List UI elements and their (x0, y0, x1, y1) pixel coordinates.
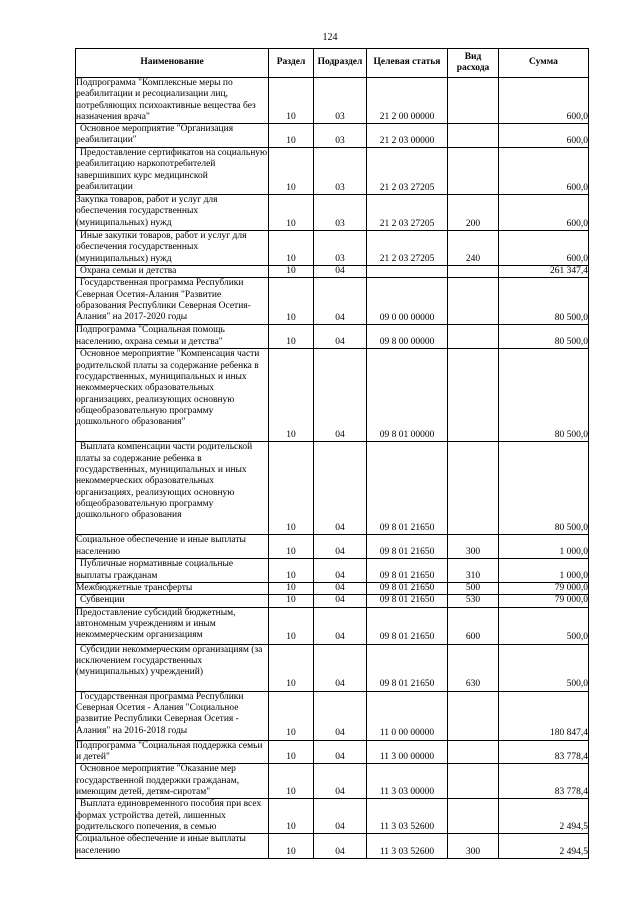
table-row (76, 595, 589, 607)
table-row (76, 764, 589, 799)
target-item-cell: 09 0 00 00000 (367, 278, 448, 325)
amount-cell: 500,0 (499, 607, 589, 644)
expense-type-cell (448, 78, 499, 124)
amount-cell: 2 494,5 (499, 834, 589, 859)
section-cell: 10 (269, 266, 314, 278)
amount-cell: 83 778,4 (499, 764, 589, 799)
target-item-cell: 09 8 01 21650 (367, 595, 448, 607)
amount-cell: 500,0 (499, 644, 589, 691)
table-row (76, 349, 589, 442)
expense-type-cell: 500 (448, 583, 499, 595)
table-row (76, 278, 589, 325)
amount-cell: 80 500,0 (499, 349, 589, 442)
table-row (76, 834, 589, 859)
target-item-cell: 11 3 00 00000 (367, 740, 448, 764)
target-item-cell: 11 3 03 52600 (367, 834, 448, 859)
expense-type-cell (448, 266, 499, 278)
name-cell: Иные закупки товаров, работ и услуг для обеспечения государственных (муниципальных) нужд (76, 231, 269, 266)
subsection-cell: 03 (314, 124, 367, 148)
name-cell: Подпрограмма "Социальная помощь населению, охрана семьи и детства" (76, 325, 269, 349)
budget-table (75, 48, 589, 859)
name-cell: Субсидии некоммерческим организациям (за исключением государственных (муниципальных) учреждений) (76, 644, 269, 691)
expense-type-cell: 300 (448, 535, 499, 559)
table-row (76, 607, 589, 644)
subsection-cell: 04 (314, 325, 367, 349)
subsection-cell: 04 (314, 583, 367, 595)
section-cell: 10 (269, 764, 314, 799)
target-item-cell: 21 2 03 27205 (367, 195, 448, 231)
amount-cell: 80 500,0 (499, 442, 589, 535)
expense-type-cell: 530 (448, 595, 499, 607)
amount-cell: 83 778,4 (499, 740, 589, 764)
name-cell: Основное мероприятие "Компенсация части родительской платы за содержание ребенка в государственных, муниципальных и иных некоммерческих образовательных организациях, реализующих основную общеобразовательную программу дошкольного образования" (76, 349, 269, 442)
name-cell: Социальное обеспечение и иные выплаты населению (76, 834, 269, 859)
section-cell: 10 (269, 325, 314, 349)
table-row (76, 124, 589, 148)
expense-type-cell (448, 124, 499, 148)
name-cell: Основное мероприятие "Организация реабилитации" (76, 124, 269, 148)
subsection-cell: 03 (314, 148, 367, 195)
name-cell: Выплата компенсации части родительской платы за содержание ребенка в государственных, муниципальных и иных некоммерческих образовательных организациях, реализующих основную общеобразовательную программу дошкольного образования (76, 442, 269, 535)
table-row (76, 583, 589, 595)
section-cell: 10 (269, 607, 314, 644)
expense-type-cell (448, 799, 499, 834)
expense-type-cell (448, 442, 499, 535)
name-cell: Государственная программа Республики Северная Осетия-Алания "Развитие образования Республики Северная Осетия- Алания" на 2017-2020 годы (76, 278, 269, 325)
subsection-cell: 04 (314, 559, 367, 583)
target-item-cell: 21 2 03 27205 (367, 148, 448, 195)
subsection-cell: 04 (314, 691, 367, 740)
expense-type-cell: 200 (448, 195, 499, 231)
section-cell: 10 (269, 278, 314, 325)
amount-cell: 79 000,0 (499, 583, 589, 595)
subsection-cell: 03 (314, 78, 367, 124)
table-row (76, 799, 589, 834)
table-row (76, 325, 589, 349)
name-cell: Выплата единовременного пособия при всех формах устройства детей, лишенных родительского попечения, в семью (76, 799, 269, 834)
amount-cell: 1 000,0 (499, 559, 589, 583)
expense-type-cell: 310 (448, 559, 499, 583)
subsection-cell: 04 (314, 349, 367, 442)
table-header (76, 49, 589, 78)
name-cell: Подпрограмма "Комплексные меры по реабилитации и ресоциализации лиц, потребляющих психоактивные вещества без назначения врача" (76, 78, 269, 124)
expense-type-cell: 300 (448, 834, 499, 859)
expense-type-cell: 240 (448, 231, 499, 266)
header-target-item: Целевая статья (367, 49, 448, 78)
target-item-cell: 09 8 01 21650 (367, 442, 448, 535)
target-item-cell: 09 8 01 21650 (367, 583, 448, 595)
expense-type-cell (448, 325, 499, 349)
target-item-cell (367, 266, 448, 278)
target-item-cell: 09 8 01 00000 (367, 349, 448, 442)
expense-type-cell (448, 349, 499, 442)
table-row (76, 195, 589, 231)
name-cell: Закупка товаров, работ и услуг для обеспечения государственных (муниципальных) нужд (76, 195, 269, 231)
table-header-row (76, 49, 589, 78)
target-item-cell: 11 3 03 00000 (367, 764, 448, 799)
header-section: Раздел (269, 49, 314, 78)
name-cell: Субвенции (76, 595, 269, 607)
section-cell: 10 (269, 644, 314, 691)
expense-type-cell (448, 278, 499, 325)
table-row (76, 266, 589, 278)
table-body (76, 78, 589, 859)
subsection-cell: 04 (314, 535, 367, 559)
amount-cell: 79 000,0 (499, 595, 589, 607)
target-item-cell: 21 2 03 00000 (367, 124, 448, 148)
section-cell: 10 (269, 231, 314, 266)
amount-cell: 600,0 (499, 78, 589, 124)
name-cell: Охрана семьи и детства (76, 266, 269, 278)
header-expense-type: Вид расхода (448, 49, 499, 78)
subsection-cell: 04 (314, 799, 367, 834)
subsection-cell: 04 (314, 595, 367, 607)
subsection-cell: 04 (314, 278, 367, 325)
section-cell: 10 (269, 195, 314, 231)
subsection-cell: 03 (314, 195, 367, 231)
section-cell: 10 (269, 535, 314, 559)
expense-type-cell (448, 691, 499, 740)
table-row (76, 559, 589, 583)
name-cell: Публичные нормативные социальные выплаты гражданам (76, 559, 269, 583)
amount-cell: 80 500,0 (499, 325, 589, 349)
target-item-cell: 21 2 00 00000 (367, 78, 448, 124)
amount-cell: 2 494,5 (499, 799, 589, 834)
section-cell: 10 (269, 691, 314, 740)
target-item-cell: 09 8 01 21650 (367, 559, 448, 583)
table-row (76, 535, 589, 559)
amount-cell: 600,0 (499, 231, 589, 266)
table-row (76, 442, 589, 535)
target-item-cell: 11 3 03 52600 (367, 799, 448, 834)
section-cell: 10 (269, 349, 314, 442)
header-subsection: Подраздел (314, 49, 367, 78)
table-row (76, 148, 589, 195)
target-item-cell: 09 8 01 21650 (367, 535, 448, 559)
target-item-cell: 09 8 00 00000 (367, 325, 448, 349)
amount-cell: 261 347,4 (499, 266, 589, 278)
section-cell: 10 (269, 78, 314, 124)
table-row (76, 691, 589, 740)
section-cell: 10 (269, 595, 314, 607)
table-row (76, 78, 589, 124)
expense-type-cell: 630 (448, 644, 499, 691)
section-cell: 10 (269, 124, 314, 148)
subsection-cell: 04 (314, 442, 367, 535)
section-cell: 10 (269, 834, 314, 859)
name-cell: Государственная программа Республики Северная Осетия - Алания "Социальное развитие Республики Северная Осетия - Алания" на 2016-2018 годы (76, 691, 269, 740)
target-item-cell: 21 2 03 27205 (367, 231, 448, 266)
amount-cell: 1 000,0 (499, 535, 589, 559)
subsection-cell: 04 (314, 740, 367, 764)
subsection-cell: 04 (314, 644, 367, 691)
name-cell: Предоставление сертификатов на социальную реабилитацию наркопотребителей завершивших курс медицинской реабилитации (76, 148, 269, 195)
page-number: 124 (322, 32, 338, 43)
target-item-cell: 09 8 01 21650 (367, 607, 448, 644)
name-cell: Межбюджетные трансферты (76, 583, 269, 595)
section-cell: 10 (269, 559, 314, 583)
section-cell: 10 (269, 799, 314, 834)
target-item-cell: 11 0 00 00000 (367, 691, 448, 740)
expense-type-cell (448, 148, 499, 195)
table-row (76, 740, 589, 764)
expense-type-cell: 600 (448, 607, 499, 644)
subsection-cell: 04 (314, 834, 367, 859)
subsection-cell: 04 (314, 764, 367, 799)
target-item-cell: 09 8 01 21650 (367, 644, 448, 691)
amount-cell: 600,0 (499, 148, 589, 195)
header-amount: Сумма (499, 49, 589, 78)
header-name: Наименование (76, 49, 269, 78)
amount-cell: 600,0 (499, 195, 589, 231)
name-cell: Основное мероприятие "Оказание мер государственной поддержки гражданам, имеющим детей, детям-сиротам" (76, 764, 269, 799)
amount-cell: 80 500,0 (499, 278, 589, 325)
amount-cell: 600,0 (499, 124, 589, 148)
subsection-cell: 04 (314, 266, 367, 278)
section-cell: 10 (269, 442, 314, 535)
section-cell: 10 (269, 583, 314, 595)
subsection-cell: 03 (314, 231, 367, 266)
table-row (76, 644, 589, 691)
table-row (76, 231, 589, 266)
section-cell: 10 (269, 148, 314, 195)
section-cell: 10 (269, 740, 314, 764)
name-cell: Предоставление субсидий бюджетным, автономным учреждениям и иным некоммерческим организациям (76, 607, 269, 644)
name-cell: Подпрограмма "Социальная поддержка семьи и детей" (76, 740, 269, 764)
expense-type-cell (448, 764, 499, 799)
name-cell: Социальное обеспечение и иные выплаты населению (76, 535, 269, 559)
subsection-cell: 04 (314, 607, 367, 644)
expense-type-cell (448, 740, 499, 764)
amount-cell: 180 847,4 (499, 691, 589, 740)
